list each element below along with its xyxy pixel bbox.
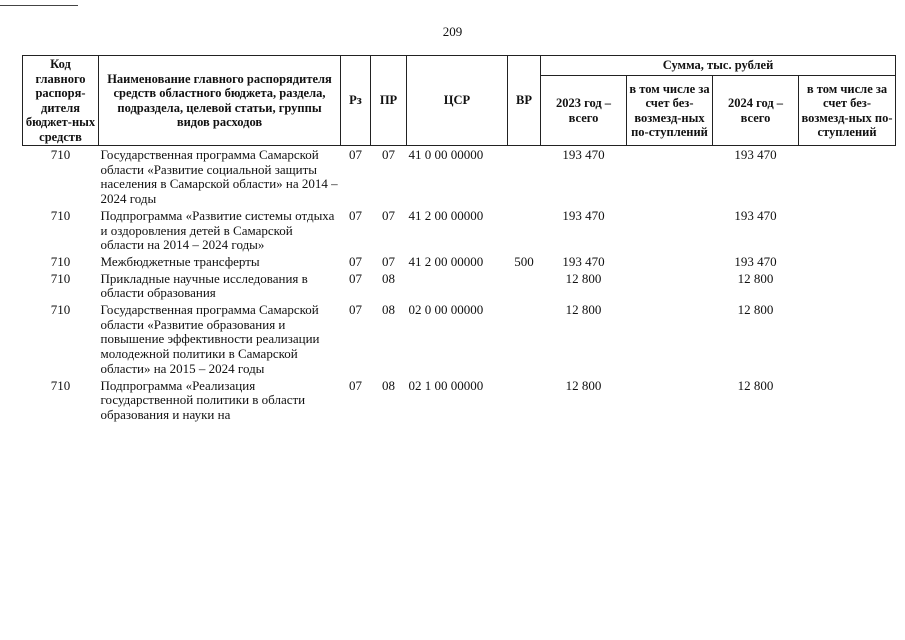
row-code: 710 — [50, 377, 71, 393]
row-csr — [407, 272, 508, 303]
row-code: 710 — [50, 147, 71, 162]
row-pr: 07 — [382, 253, 395, 269]
header-name: Наименование главного распорядителя средств областного бюджета, раздела, подраздела, целевой статьи, группы видов расходов — [99, 56, 341, 146]
header-vr: ВР — [508, 56, 541, 146]
row-2023-free — [627, 209, 713, 255]
row-2023-total: 193 470 — [562, 253, 605, 269]
row-vr — [508, 146, 541, 209]
row-csr: 41 2 00 00000 — [408, 253, 484, 269]
table-row — [23, 303, 896, 379]
row-name: Государственная программа Самарской области «Развитие образования и повышение эффективности реализации молодежной политики в Самарской области» на 2015 – 2024 годы — [100, 302, 320, 376]
row-vr — [508, 303, 541, 379]
row-name: Межбюджетные трансферты — [100, 253, 260, 269]
top-rule — [0, 5, 78, 6]
row-2023-free — [627, 146, 713, 209]
row-2024-free — [799, 255, 896, 272]
row-code: 710 — [50, 302, 71, 318]
row-csr: 02 0 00 00000 — [408, 302, 484, 318]
row-2023-free — [627, 255, 713, 272]
row-2023-total: 12 800 — [565, 302, 602, 318]
row-rz: 07 — [349, 302, 362, 318]
row-csr: 41 0 00 00000 — [408, 147, 484, 162]
row-code: 710 — [50, 270, 71, 286]
row-name: Подпрограмма «Развитие системы отдыха и оздоровления детей в Самарской области на 2014 – 2024 годы» — [100, 207, 335, 253]
header-2024-free: в том числе за счет без-возмезд-ных по-ступлений — [799, 76, 896, 146]
header-2024-total: 2024 год – всего — [713, 76, 799, 146]
header-code: Код главного распоря-дителя бюджет-ных средств — [23, 56, 99, 146]
row-code: 710 — [50, 253, 71, 269]
row-2023-total: 12 800 — [565, 377, 602, 393]
header-csr: ЦСР — [407, 56, 508, 146]
row-pr: 08 — [382, 377, 395, 393]
budget-table — [22, 55, 896, 425]
row-2024-free — [799, 303, 896, 379]
row-2024-free — [799, 379, 896, 425]
header-rz: Рз — [341, 56, 371, 146]
row-name: Прикладные научные исследования в области образования — [100, 270, 308, 301]
row-2023-free — [627, 303, 713, 379]
row-2024-total: 193 470 — [734, 147, 777, 162]
row-rz: 07 — [349, 207, 362, 223]
row-vr: 500 — [514, 253, 534, 269]
table-row — [23, 255, 896, 272]
header-sum: Сумма, тыс. рублей — [541, 56, 896, 76]
header-2023-free: в том числе за счет без-возмезд-ных по-ступлений — [627, 76, 713, 146]
table-row — [23, 272, 896, 303]
row-2024-free — [799, 272, 896, 303]
row-2024-total: 193 470 — [734, 207, 777, 223]
row-2023-total: 193 470 — [562, 207, 605, 223]
row-2023-free — [627, 272, 713, 303]
page-number: 209 — [442, 24, 463, 39]
row-rz: 07 — [349, 147, 362, 162]
row-csr: 02 1 00 00000 — [408, 377, 484, 393]
row-code: 710 — [50, 207, 71, 223]
row-vr — [508, 379, 541, 425]
row-2024-free — [799, 146, 896, 209]
table-row — [23, 146, 896, 209]
row-2024-total: 12 800 — [737, 270, 774, 286]
row-name: Государственная программа Самарской области «Развитие социальной защиты населения в Самарской области» на 2014 – 2024 годы — [100, 147, 338, 207]
row-rz: 07 — [349, 253, 362, 269]
row-2024-free — [799, 209, 896, 255]
row-vr — [508, 209, 541, 255]
row-vr — [508, 272, 541, 303]
row-pr: 08 — [382, 270, 395, 286]
row-name: Подпрограмма «Реализация государственной политики в области образования и науки на — [100, 377, 306, 422]
row-2023-total: 12 800 — [565, 270, 602, 286]
row-pr: 08 — [382, 302, 395, 318]
header-2023-total: 2023 год – всего — [541, 76, 627, 146]
row-csr: 41 2 00 00000 — [408, 207, 484, 223]
table-row — [23, 379, 896, 425]
row-2024-total: 193 470 — [734, 253, 777, 269]
table-row — [23, 209, 896, 255]
row-rz: 07 — [349, 377, 362, 393]
row-2023-total: 193 470 — [562, 147, 605, 162]
row-pr: 07 — [382, 147, 395, 162]
row-rz: 07 — [349, 270, 362, 286]
row-2023-free — [627, 379, 713, 425]
row-2024-total: 12 800 — [737, 377, 774, 393]
header-row-1 — [23, 56, 896, 76]
header-pr: ПР — [371, 56, 407, 146]
row-pr: 07 — [382, 207, 395, 223]
row-2024-total: 12 800 — [737, 302, 774, 318]
